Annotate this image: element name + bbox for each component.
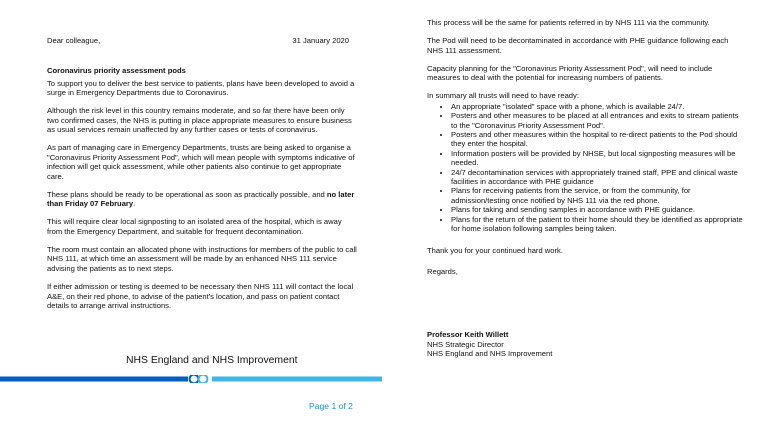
letter-heading: Coronavirus priority assessment pods xyxy=(47,66,186,76)
chain-link-left xyxy=(190,375,199,383)
band-light-segment xyxy=(212,377,382,382)
band-dark-segment xyxy=(0,377,188,382)
deadline-text: These plans should be ready to be operational as soon as practically possible, and xyxy=(47,189,327,199)
summary-intro: In summary all trusts will need to have ready: xyxy=(427,91,579,101)
signoff: Regards, xyxy=(427,266,458,276)
signatory-name: Professor Keith Willett xyxy=(427,330,509,340)
paragraph-community: This process will be the same for patients referred in by NHS 111 via the community. xyxy=(427,18,710,27)
greeting: Dear colleague, xyxy=(47,36,101,45)
paragraph-signposting: This will require clear local signposting to an isolated area of the hospital, which is away from the Emergency Department, and suitable for frequent decontamination. xyxy=(47,217,342,236)
footer-organisation: NHS England and NHS Improvement xyxy=(126,355,298,366)
greeting-row xyxy=(47,36,357,45)
requirements-list xyxy=(427,102,743,234)
chain-link-right xyxy=(199,375,208,383)
list-item: • Posters and other measures to be placed at all entrances and exits to stream patients to the "Coronavirus Priority Assessment Pod". xyxy=(451,111,743,130)
signatory-org: NHS England and NHS Improvement xyxy=(427,349,553,359)
deadline-date: no later than Friday 07 February xyxy=(47,189,355,209)
paragraph-capacity: Capacity planning for the "Coronavirus Priority Assessment Pod", will need to include measures to deal with the potential for increasing numbers of patients. xyxy=(427,63,713,83)
letter-left-column xyxy=(47,36,357,319)
list-item: • 24/7 decontamination services with appropriately trained staff, PPE and clinical waste facilities in accordance with PHE guidance xyxy=(451,168,743,187)
nhs-chain-band xyxy=(0,375,382,383)
deadline-end: . xyxy=(133,199,136,209)
list-item: • Information posters will be provided by NHSE, but local signposting measures will be needed. xyxy=(451,149,743,168)
list-item: • An appropriate "isolated" space with a phone, which is available 24/7. xyxy=(451,102,743,111)
paragraph-decontamination: The Pod will need to be decontaminated in accordance with PHE guidance following each NHS 111 assessment. xyxy=(427,36,729,55)
letter-date: 31 January 2020 xyxy=(292,36,349,45)
paragraph-risk: Although the risk level in this country remains moderate, and so far there have been only two confirmed cases, the NHS is putting in place appropriate measures to ensure business as usual services remain unaffected by any further cases or tests of coronavirus. xyxy=(47,106,352,135)
paragraph-managing-care: As part of managing care in Emergency Departments, trusts are being asked to organise a "Coronavirus Priority Assessment Pod", which will mean people with symptoms indicative of infection will get quick assessment, while other patients also continue to get appropriate care. xyxy=(47,143,355,181)
list-item: • Plans for taking and sending samples in accordance with PHE guidance. xyxy=(451,205,743,214)
paragraph-admission: If either admission or testing is deemed to be necessary then NHS 111 will contact the local A&E, on their red phone, to advise of the patient's location, and pass on patient contact details to arrange arrival instructions. xyxy=(47,282,354,310)
signatory-title: NHS Strategic Director xyxy=(427,339,504,349)
page-number: Page 1 of 2 xyxy=(309,401,353,411)
paragraph-deadline xyxy=(47,190,357,209)
signature-block xyxy=(427,330,743,358)
paragraph-phone: The room must contain an allocated phone with instructions for members of the public to call NHS 111, at which time an assessment will be made by an enhanced NHS 111 service advising the patients as to next steps. xyxy=(47,245,357,273)
list-item: • Plans for receiving patients from the service, or from the community, for admission/testing once notified by NHS 111 via the red phone. xyxy=(451,186,743,205)
letter-right-column xyxy=(427,18,743,359)
thanks-line: Thank you for your continued hard work. xyxy=(427,245,563,255)
list-item: • Posters and other measures within the hospital to re-direct patients to the Pod should they enter the hospital. xyxy=(451,130,743,149)
list-item: • Plans for the return of the patient to their home should they be identified as appropriate for home isolation following samples being taken. xyxy=(451,215,743,234)
paragraph-support: To support you to deliver the best service to patients, plans have been developed to avoid a surge in Emergency Departments due to Coronavirus. xyxy=(47,78,355,98)
